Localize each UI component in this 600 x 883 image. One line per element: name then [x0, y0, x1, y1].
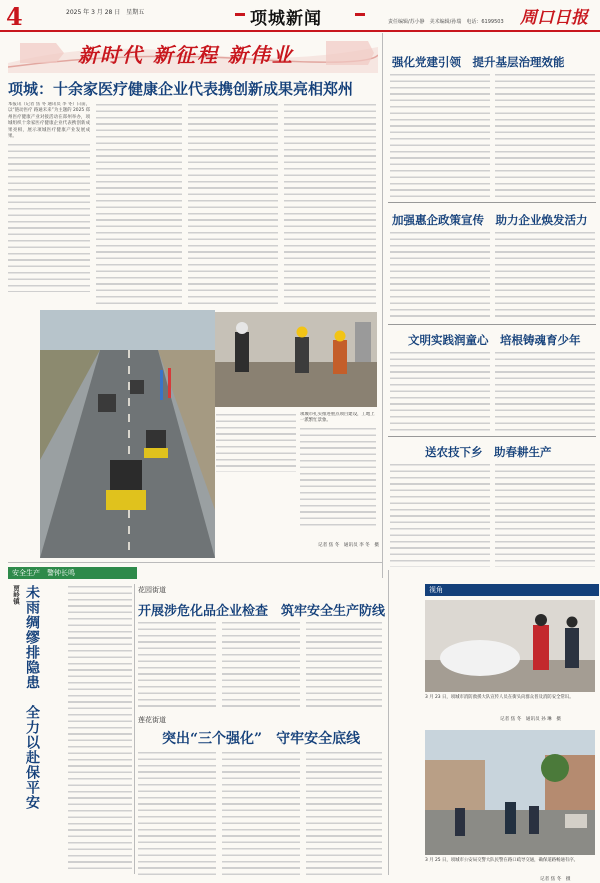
fire-photo-caption: 3 月 23 日，项城市消防救援大队宣传人员在街头向群众普及消防安全常识。	[425, 695, 574, 700]
right-article-3-col2	[495, 350, 595, 432]
lianchi-col3	[306, 750, 382, 875]
page-number: 4	[6, 2, 23, 31]
section-accent-right	[355, 13, 365, 16]
slogan-banner	[8, 33, 378, 73]
right-headline-1: 强化党建引领 提升基层治理效能	[392, 55, 565, 69]
traffic-photo-credit: 记者 焦 冬 摄	[540, 877, 571, 882]
town-article-text	[68, 584, 132, 874]
lianchi-col2	[222, 750, 300, 875]
right-article-4-col1	[390, 462, 490, 567]
fire-photo-credit: 记者 焦 冬 通讯员 孙 琳 摄	[500, 717, 561, 722]
photo-credit: 记者 焦 冬 通讯员 李 冬 摄	[318, 543, 379, 548]
caption-text: 项城市扎实推进重点项目建设，工地上一派繁忙景象。	[300, 412, 375, 424]
photo-caption	[300, 412, 376, 530]
right-article-2-col1	[390, 230, 490, 320]
workers-photo	[215, 312, 377, 407]
lianchi-headline: 突出“三个强化” 守牢安全底线	[162, 731, 361, 747]
traffic-photo-caption: 3 月 25 日，项城市公安局交警大队民警在路口疏导交通，确保道路畅通有序。	[425, 858, 579, 863]
right-headline-3: 文明实践润童心 培根铸魂育少年	[408, 333, 581, 347]
town-label: 贾岭镇	[12, 585, 20, 605]
huayuan-col3	[306, 620, 382, 708]
main-article-lead	[8, 102, 90, 302]
lower-divider-1	[134, 584, 135, 874]
editor-contact: 责任编辑/苏小静 美术编辑/孙瑞 电话：6199503	[388, 19, 504, 25]
right-article-2-col2	[495, 230, 595, 320]
traffic-police-photo	[425, 730, 595, 855]
divider-3	[388, 436, 596, 437]
right-article-3-col1	[390, 350, 490, 432]
caption-lines	[300, 426, 376, 526]
right-article-4-col2	[495, 462, 595, 567]
safety-section-tag: 安全生产 警钟长鸣	[8, 567, 137, 579]
right-headline-2: 加强惠企政策宣传 助力企业焕发活力	[392, 213, 588, 227]
town-headline: 未雨绸缪排隐患 全力以赴保平安	[24, 585, 40, 810]
main-article-col2	[96, 102, 182, 307]
body-text-lines	[8, 142, 90, 292]
column-divider	[382, 33, 383, 578]
huayuan-label: 花园街道	[138, 586, 166, 594]
huayuan-col1	[138, 620, 216, 708]
section-divider	[8, 562, 383, 563]
main-article-continued	[216, 412, 296, 472]
masthead-logo: 周口日报	[520, 8, 588, 28]
lianchi-col1	[138, 750, 216, 875]
main-article-col3	[188, 102, 278, 307]
lianchi-label: 莲花街道	[138, 716, 166, 724]
main-article-col4	[284, 102, 376, 307]
banner-slogan: 新时代 新征程 新伟业	[78, 43, 294, 67]
lead-text: 本报讯（记者 焦 冬 通讯员 李 冬）日前，以“链动医疗 路通未来”为主题的 2025 郑州医疗健康产业对接活动在郑州举办，项城组织十余家医疗健康企业代表携创新成果亮相，展示项城医疗健康产业发展成果。	[8, 102, 90, 140]
section-accent-left	[235, 13, 245, 16]
issue-date: 2025 年 3 月 28 日 星期五	[66, 9, 145, 16]
shijiao-section-tag: 视角	[425, 584, 599, 596]
main-headline: 项城：十余家医疗健康企业代表携创新成果亮相郑州	[8, 80, 354, 98]
divider-2	[388, 324, 596, 325]
lower-divider-2	[388, 570, 389, 875]
right-article-1-col2	[495, 72, 595, 197]
huayuan-headline: 开展涉危化品企业检查 筑牢安全生产防线	[138, 604, 386, 619]
divider-1	[388, 202, 596, 203]
huayuan-col2	[222, 620, 300, 708]
road-construction-photo	[40, 310, 215, 558]
right-headline-4: 送农技下乡 助春耕生产	[425, 445, 552, 459]
right-article-1-col1	[390, 72, 490, 197]
fire-safety-photo	[425, 600, 595, 692]
section-title: 项城新闻	[250, 9, 322, 29]
